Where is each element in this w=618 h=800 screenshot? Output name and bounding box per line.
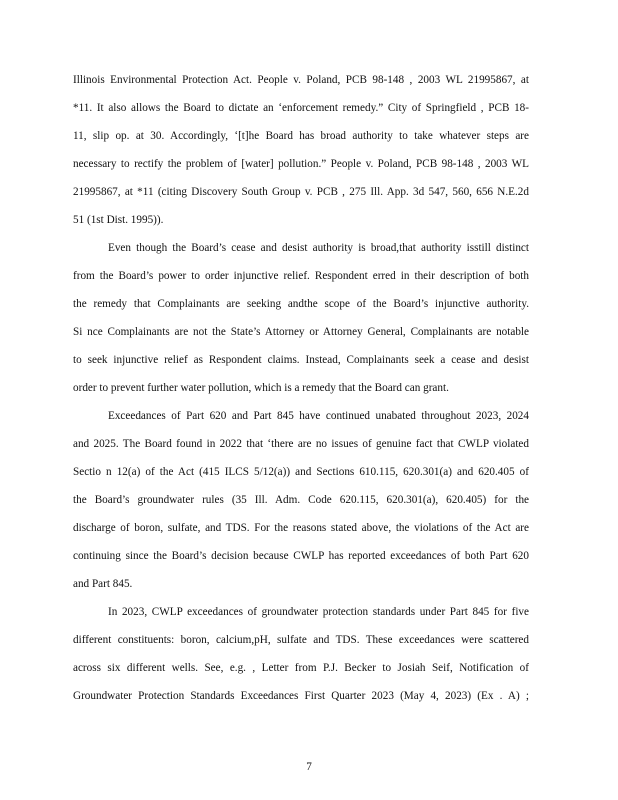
text-line: 11, slip op. at 30. Accordingly, ‘[t]he Board has broad authority to take whatever steps are — [73, 130, 529, 142]
text-line: from the Board’s power to order injunctive relief. Respondent erred in their description of both — [73, 270, 529, 282]
text-line: Even though the Board’s cease and desist authority is broad,that authority isstill distinct — [108, 242, 529, 254]
page-number: 7 — [306, 761, 312, 773]
text-line: continuing since the Board’s decision because CWLP has reported exceedances of both Part 620 — [73, 550, 529, 562]
text-line: order to prevent further water pollution, which is a remedy that the Board can grant. — [73, 382, 449, 394]
text-line: discharge of boron, sulfate, and TDS. For the reasons stated above, the violations of the Act are — [73, 522, 529, 534]
text-line: the Board’s groundwater rules (35 Ill. Adm. Code 620.115, 620.301(a), 620.405) for the — [73, 494, 529, 506]
text-line: 51 (1st Dist. 1995)). — [73, 214, 164, 226]
text-line: and 2025. The Board found in 2022 that ‘there are no issues of genuine fact that CWLP violated — [73, 438, 529, 450]
text-line: to seek injunctive relief as Respondent claims. Instead, Complainants seek a cease and desist — [73, 354, 529, 366]
text-line: across six different wells. See, e.g. , Letter from P.J. Becker to Josiah Seif, Notification of — [73, 662, 529, 674]
text-line: different constituents: boron, calcium,pH, sulfate and TDS. These exceedances were scattered — [73, 634, 529, 646]
text-line: In 2023, CWLP exceedances of groundwater protection standards under Part 845 for five — [108, 606, 529, 618]
text-line: the remedy that Complainants are seeking andthe scope of the Board’s injunctive authority. — [73, 298, 529, 310]
text-line: *11. It also allows the Board to dictate an ‘enforcement remedy.” City of Springfield , PCB 18- — [73, 102, 529, 114]
text-line: Si nce Complainants are not the State’s Attorney or Attorney General, Complainants are notable — [73, 326, 529, 338]
text-line: Illinois Environmental Protection Act. People v. Poland, PCB 98-148 , 2003 WL 21995867, at — [73, 74, 529, 86]
text-line: and Part 845. — [73, 578, 133, 590]
text-line: Groundwater Protection Standards Exceedances First Quarter 2023 (May 4, 2023) (Ex . A) ; — [73, 690, 529, 702]
text-line: necessary to rectify the problem of [water] pollution.” People v. Poland, PCB 98-148 , 2003 WL — [73, 158, 529, 170]
text-line: Exceedances of Part 620 and Part 845 have continued unabated throughout 2023, 2024 — [108, 410, 529, 422]
text-line: Sectio n 12(a) of the Act (415 ILCS 5/12(a)) and Sections 610.115, 620.301(a) and 620.405 of — [73, 466, 529, 478]
text-line: 21995867, at *11 (citing Discovery South Group v. PCB , 275 Ill. App. 3d 547, 560, 656 N.E.2d — [73, 186, 529, 198]
